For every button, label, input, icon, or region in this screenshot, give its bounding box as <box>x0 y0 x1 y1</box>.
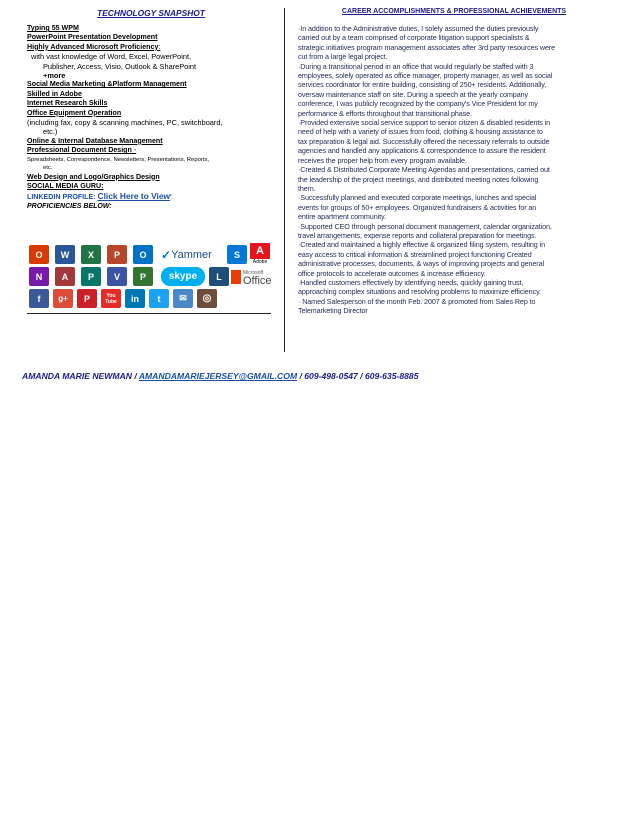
powerpoint-icon: P <box>107 245 127 264</box>
outlook-icon: O <box>133 245 153 264</box>
achievement-line: employees, solely operated as office manager, property manager, as well as social <box>298 71 553 81</box>
skill-ms-office-more: +more <box>43 71 66 81</box>
skill-web-design: Web Design and Logo/Graphics Design <box>27 172 160 181</box>
achievement-line: cut from a large legal project. <box>298 52 388 62</box>
publisher-icon: P <box>81 267 101 286</box>
skill-social-media: Social Media Marketing &Platform Management <box>27 80 187 89</box>
achievement-item <box>298 118 600 165</box>
skill-office-equipment-detail-2: etc.) <box>43 127 58 137</box>
contact-phones: / 609-498-0547 / 609-635-8885 <box>297 371 419 381</box>
google-plus-icon: g+ <box>53 289 73 308</box>
icons-divider <box>27 313 271 314</box>
visio-icon: V <box>107 267 127 286</box>
achievement-line: office protocols to accelerate outcomes & increase efficiency. <box>298 268 486 278</box>
proficiency-icons <box>27 242 271 312</box>
achievement-line: services coordinator for entire building, consisting of 250+ residents. Additionally, <box>298 80 547 90</box>
word-icon: W <box>55 245 75 264</box>
skill-document-design-label: Professional Document Design <box>27 146 132 155</box>
linkedin-icon: in <box>125 289 145 308</box>
achievement-line: · Named Salesperson of the month Feb. 2007 & promoted from Sales Rep to <box>298 296 536 306</box>
onenote-icon: N <box>29 267 49 286</box>
adobe-icon: A <box>250 243 270 259</box>
project-icon: P <box>133 267 153 286</box>
achievement-line: oversaw maintenance staff on site. During a speech at the yearly company <box>298 89 528 99</box>
column-divider <box>284 8 285 352</box>
achievement-line: conference, I was publicly recognized by the company's Vice President for my <box>298 99 538 109</box>
achievement-line: carried out by a team comprised of corporate litigation support specialists & <box>298 33 530 43</box>
achievement-item <box>298 62 600 118</box>
achievement-line: need of help with a variety of issues from food, clothing & housing assistance to <box>298 127 543 137</box>
achievement-line: Telemarketing Director <box>298 306 368 316</box>
achievement-line: ·During a transitional period in an office that would regularly be staffed with 3 <box>298 61 534 71</box>
email-icon: ✉ <box>173 289 193 308</box>
achievement-line: approaching complex situations and resolving problems to maximize efficiency. <box>298 287 541 297</box>
technology-snapshot-heading: TECHNOLOGY SNAPSHOT <box>97 8 205 18</box>
achievement-line: ·Successfully planned and executed corporate meetings, lunches and special <box>298 193 537 203</box>
achievement-line: easy access to critical information & streamlined project functioning Created <box>298 249 532 259</box>
office-logo-sub: Microsoft <box>243 270 264 276</box>
achievement-line: tax preparation & legal aid. Successfully offered the necessary referrals to outside <box>298 136 550 146</box>
achievement-line: ·Handled customers effectively by identifying needs, quickly gaining trust, <box>298 277 524 287</box>
achievement-line: receives the proper help from every program available. <box>298 155 467 165</box>
lync-icon: L <box>209 267 229 286</box>
adobe-label: Adobe <box>252 259 268 265</box>
youtube-icon: You Tube <box>101 289 121 308</box>
access-icon: A <box>55 267 75 286</box>
office-logo <box>231 266 273 288</box>
office-logo-icon <box>231 270 241 284</box>
yammer-icon: ✓ <box>161 247 172 262</box>
achievement-line: the leadership of the project meetings, and distributed meeting notes following <box>298 174 539 184</box>
skill-office-equipment: Office Equipment Operation <box>27 108 122 117</box>
office-app-icon: O <box>29 245 49 264</box>
skill-database: Online & Internal Database Management <box>27 136 163 145</box>
achievement-line: them. <box>298 183 316 193</box>
excel-icon: X <box>81 245 101 264</box>
sharepoint-icon: S <box>227 245 247 264</box>
skill-ms-office <box>27 43 275 52</box>
skill-document-design-dash: - <box>131 146 137 155</box>
skill-ms-office-detail-1: with vast knowledge of Word, Excel, PowerPoint, <box>31 52 192 62</box>
yammer-logo <box>161 245 227 264</box>
achievement-line: ·Provided extensive social service support to senior citizen & disabled residents in <box>298 118 551 128</box>
skill-ms-office-detail-2: Publisher, Access, Visio, Outlook & SharePoint <box>43 61 197 71</box>
twitter-icon: t <box>149 289 169 308</box>
achievement-line: administrative processes, documents, & ways of improving projects and general <box>298 259 544 269</box>
linkedin-profile-row <box>27 191 275 202</box>
achievement-item <box>298 165 600 193</box>
achievement-line: performance & efforts throughout that transitional phase. <box>298 108 472 118</box>
career-accomplishments-heading: CAREER ACCOMPLISHMENTS & PROFESSIONAL ACHIEVEMENTS <box>341 8 567 15</box>
adobe-logo <box>249 243 271 267</box>
contact-email-link[interactable]: AMANDAMARIEJERSEY@GMAIL.COM <box>138 371 298 381</box>
facebook-icon: f <box>29 289 49 308</box>
achievement-item <box>298 222 600 316</box>
contact-name: AMANDA MARIE NEWMAN / <box>22 371 139 381</box>
achievement-line: strategic initiatives program management associates after 3rd party resources were <box>298 42 556 52</box>
skill-ms-office-colon: : <box>158 42 161 51</box>
skill-social-media-guru: SOCIAL MEDIA GURU: <box>27 181 104 190</box>
skill-document-design <box>27 146 275 155</box>
yammer-label: Yammer <box>171 248 212 261</box>
skill-powerpoint: PowerPoint Presentation Development <box>27 33 158 42</box>
office-logo-label: Office <box>243 275 272 287</box>
proficiencies-heading: PROFICIENCIES BELOW: <box>27 203 112 211</box>
technology-snapshot-column <box>27 8 275 212</box>
skill-typing: Typing 55 WPM <box>27 24 79 32</box>
achievement-item <box>298 193 600 221</box>
skill-office-equipment-detail-1: (including fax, copy & scanning machines, PC, switchboard, <box>27 118 223 128</box>
achievement-line: ·Created & Distributed Corporate Meeting Agendas and presentations, carried out <box>298 165 550 175</box>
achievement-line: entire apartment community. <box>298 212 386 222</box>
achievement-item <box>298 24 600 62</box>
skype-logo: skype <box>161 267 205 286</box>
linkedin-profile-label: LINKEDIN PROFILE: <box>27 193 98 202</box>
achievement-line: agencies and handled any applications & correspondence to assure the resident <box>298 146 546 156</box>
skill-adobe: Skilled in Adobe <box>27 89 82 98</box>
skill-document-design-detail-2: etc. <box>43 165 53 172</box>
skill-internet-research: Internet Research Skills <box>27 99 108 108</box>
achievements-list <box>298 24 600 316</box>
career-accomplishments-column <box>298 8 600 316</box>
achievement-line: events for groups of 50+ employees. Organized fundraisers & activities for an <box>298 202 537 212</box>
pinterest-icon: P <box>77 289 97 308</box>
linkedin-profile-tail: ' <box>170 193 172 202</box>
achievement-line: ·In addition to the Administrative duties, I solely assumed the duties previously <box>298 24 539 33</box>
skill-document-design-detail-1: Spreadsheets, Correspondence, Newsletters, Presentations, Reports, <box>27 156 210 163</box>
achievement-line: ·Supported CEO through personal document management, calendar organization, <box>298 221 552 231</box>
achievement-line: ·Created and maintained a highly effective & organized filing system, resulting in <box>298 240 545 250</box>
contact-line <box>22 371 418 381</box>
skill-ms-office-label: Highly Advanced Microsoft Proficiency <box>27 42 159 51</box>
instagram-icon: ◎ <box>197 289 217 308</box>
achievement-line: travel arrangements, expense reports and collateral preparation for meetings. <box>298 230 537 240</box>
linkedin-profile-link[interactable]: Click Here to View <box>97 191 171 202</box>
